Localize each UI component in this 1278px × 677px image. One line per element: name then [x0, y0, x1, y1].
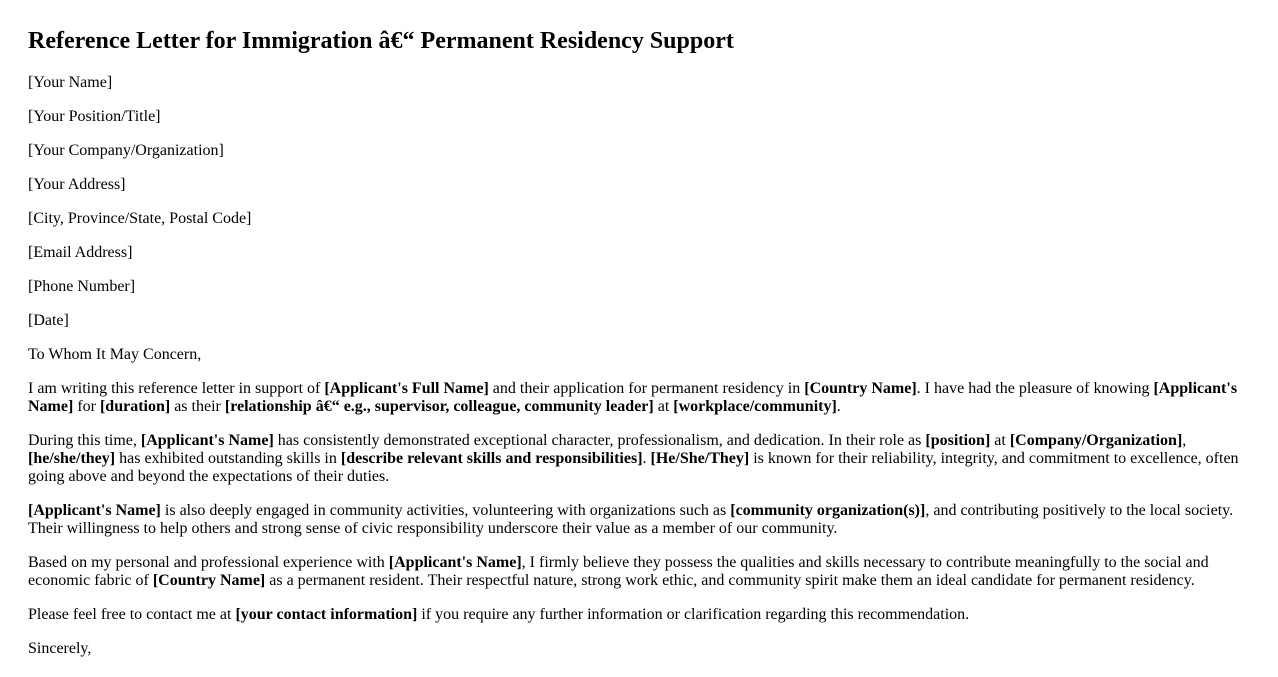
letter-page — [0, 27, 1278, 658]
closing: Sincerely, — [28, 640, 92, 657]
paragraph-contact: Please feel free to contact me at [your contact information] if you require any further information or clarification regarding this recommendation. — [28, 606, 970, 623]
salutation: To Whom It May Concern, — [28, 346, 202, 363]
paragraph-community: [Applicant's Name] is also deeply engaged in community activities, volunteering with organizations such as [community organization(s)], and contributing positively to the local society. Their willingness to help others and strong sense of civic responsibility underscore their value as a member of our community. — [28, 502, 1234, 537]
letter-date: [Date] — [28, 312, 69, 329]
paragraph-character: During this time, [Applicant's Name] has consistently demonstrated exceptional character, professionalism, and dedication. In their role as [position] at [Company/Organization], [he/she/they] has exhibited outstanding skills in [describe relevant skills and responsibilities]. [He/She/They] is known for their reliability, integrity, and commitment to excellence, often going above and beyond the expectations of their duties. — [28, 432, 1239, 485]
sender-name: [Your Name] — [28, 74, 113, 91]
paragraph-intro: I am writing this reference letter in support of [Applicant's Full Name] and their application for permanent residency in [Country Name]. I have had the pleasure of knowing [Applicant's Name] for [duration] as their [relationship â€“ e.g., supervisor, colleague, community leader] at [workplace/community]. — [28, 380, 1238, 415]
sender-email: [Email Address] — [28, 244, 133, 261]
sender-phone: [Phone Number] — [28, 278, 136, 295]
sender-position: [Your Position/Title] — [28, 108, 161, 125]
sender-city: [City, Province/State, Postal Code] — [28, 210, 252, 227]
sender-company: [Your Company/Organization] — [28, 142, 224, 159]
page-title: Reference Letter for Immigration â€“ Permanent Residency Support — [28, 28, 734, 54]
sender-address: [Your Address] — [28, 176, 126, 193]
paragraph-recommendation: Based on my personal and professional experience with [Applicant's Name], I firmly believe they possess the qualities and skills necessary to contribute meaningfully to the social and economic fabric of [Country Name] as a permanent resident. Their respectful nature, strong work ethic, and community spirit make them an ideal candidate for permanent residency. — [28, 554, 1209, 589]
